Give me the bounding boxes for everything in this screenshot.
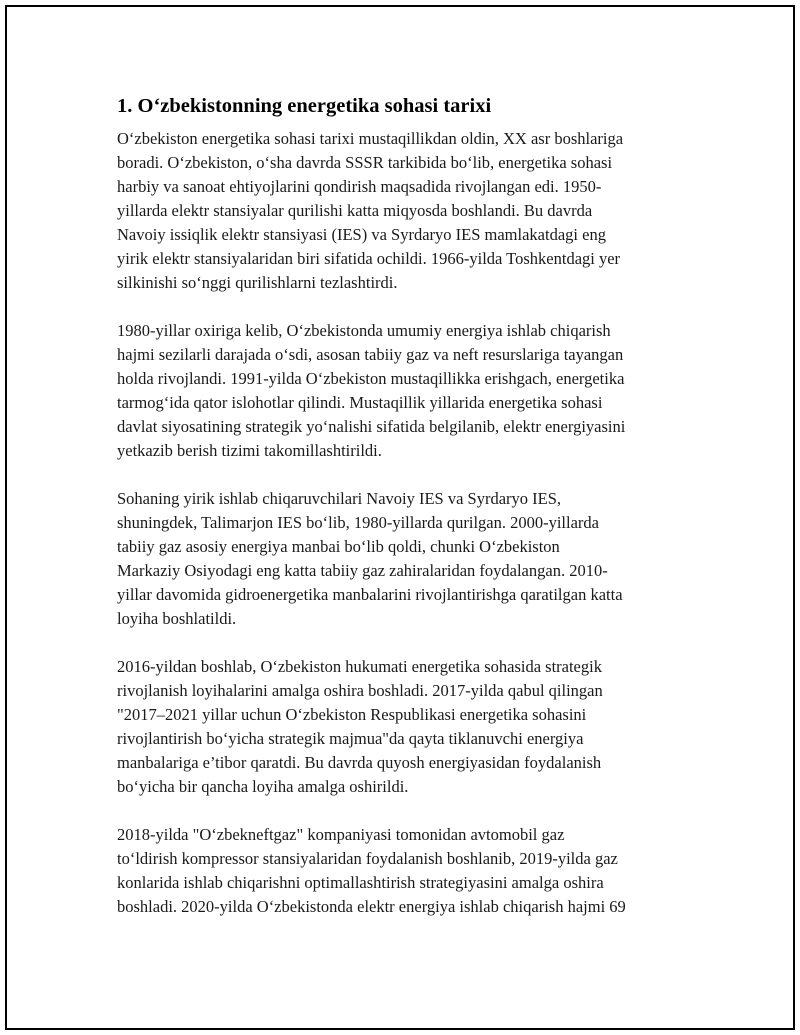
text-line: Navoiy issiqlik elektr stansiyasi (IES) va Syrdaryo IES mamlakatdagi eng (117, 225, 606, 244)
paragraph (117, 487, 687, 631)
text-line: to‘ldirish kompressor stansiyalaridan foydalanish boshlanib, 2019-yilda gaz (117, 849, 618, 868)
paragraph (117, 319, 687, 463)
text-line: rivojlanish loyihalarini amalga oshira boshladi. 2017-yilda qabul qilingan (117, 681, 603, 700)
text-line: boradi. O‘zbekiston, o‘sha davrda SSSR tarkibida bo‘lib, energetika sohasi (117, 153, 613, 172)
text-line: yetkazib berish tizimi takomillashtirildi. (117, 441, 382, 460)
text-line: davlat siyosatining strategik yo‘nalishi sifatida belgilanib, elektr energiyasini (117, 417, 626, 436)
paragraph-list (117, 127, 687, 919)
text-line: Markaziy Osiyodagi eng katta tabiiy gaz zahiralaridan foydalangan. 2010- (117, 561, 608, 580)
paragraph (117, 127, 687, 295)
text-line: manbalariga e’tibor qaratdi. Bu davrda quyosh energiyasidan foydalanish (117, 753, 602, 772)
text-line: silkinishi so‘nggi qurilishlarni tezlashtirdi. (117, 273, 398, 292)
paragraph (117, 655, 687, 799)
text-line: yillarda elektr stansiyalar qurilishi katta miqyosda boshlandi. Bu davrda (117, 201, 593, 220)
text-line: rivojlantirish bo‘yicha strategik majmua"da qayta tiklanuvchi energiya (117, 729, 584, 748)
text-line: loyiha boshlatildi. (117, 609, 237, 628)
text-line: yirik elektr stansiyalaridan biri sifatida ochildi. 1966-yilda Toshkentdagi yer (117, 249, 621, 268)
text-line: harbiy va sanoat ehtiyojlarini qondirish maqsadida rivojlangan edi. 1950- (117, 177, 602, 196)
text-line: 2016-yildan boshlab, O‘zbekiston hukumati energetika sohasida strategik (117, 657, 602, 676)
text-line: "2017–2021 yillar uchun O‘zbekiston Respublikasi energetika sohasini (117, 705, 587, 724)
text-line: tabiiy gaz asosiy energiya manbai bo‘lib qoldi, chunki O‘zbekiston (117, 537, 560, 556)
text-line: hajmi sezilarli darajada o‘sdi, asosan tabiiy gaz va neft resurslariga tayangan (117, 345, 624, 364)
text-line: O‘zbekiston energetika sohasi tarixi mustaqillikdan oldin, XX asr boshlariga (117, 129, 624, 148)
text-line: 1980-yillar oxiriga kelib, O‘zbekistonda umumiy energiya ishlab chiqarish (117, 321, 611, 340)
section-heading: 1. O‘zbekistonning energetika sohasi tarixi (117, 95, 492, 117)
text-line: bo‘yicha bir qancha loyiha amalga oshirildi. (117, 777, 409, 796)
text-line: yillar davomida gidroenergetika manbalarini rivojlantirishga qaratilgan katta (117, 585, 623, 604)
text-line: konlarida ishlab chiqarishni optimallashtirish strategiyasini amalga oshira (117, 873, 604, 892)
text-line: boshladi. 2020-yilda O‘zbekistonda elektr energiya ishlab chiqarish hajmi 69 (117, 897, 626, 916)
text-line: shuningdek, Talimarjon IES bo‘lib, 1980-yillarda qurilgan. 2000-yillarda (117, 513, 599, 532)
text-line: tarmog‘ida qator islohotlar qilindi. Mustaqillik yillarida energetika sohasi (117, 393, 603, 412)
text-line: 2018-yilda "O‘zbekneftgaz" kompaniyasi tomonidan avtomobil gaz (117, 825, 565, 844)
paragraph (117, 823, 687, 919)
text-line: holda rivojlandi. 1991-yilda O‘zbekiston mustaqillikka erishgach, energetika (117, 369, 625, 388)
text-line: Sohaning yirik ishlab chiqaruvchilari Navoiy IES va Syrdaryo IES, (117, 489, 562, 508)
document-body (117, 93, 687, 943)
